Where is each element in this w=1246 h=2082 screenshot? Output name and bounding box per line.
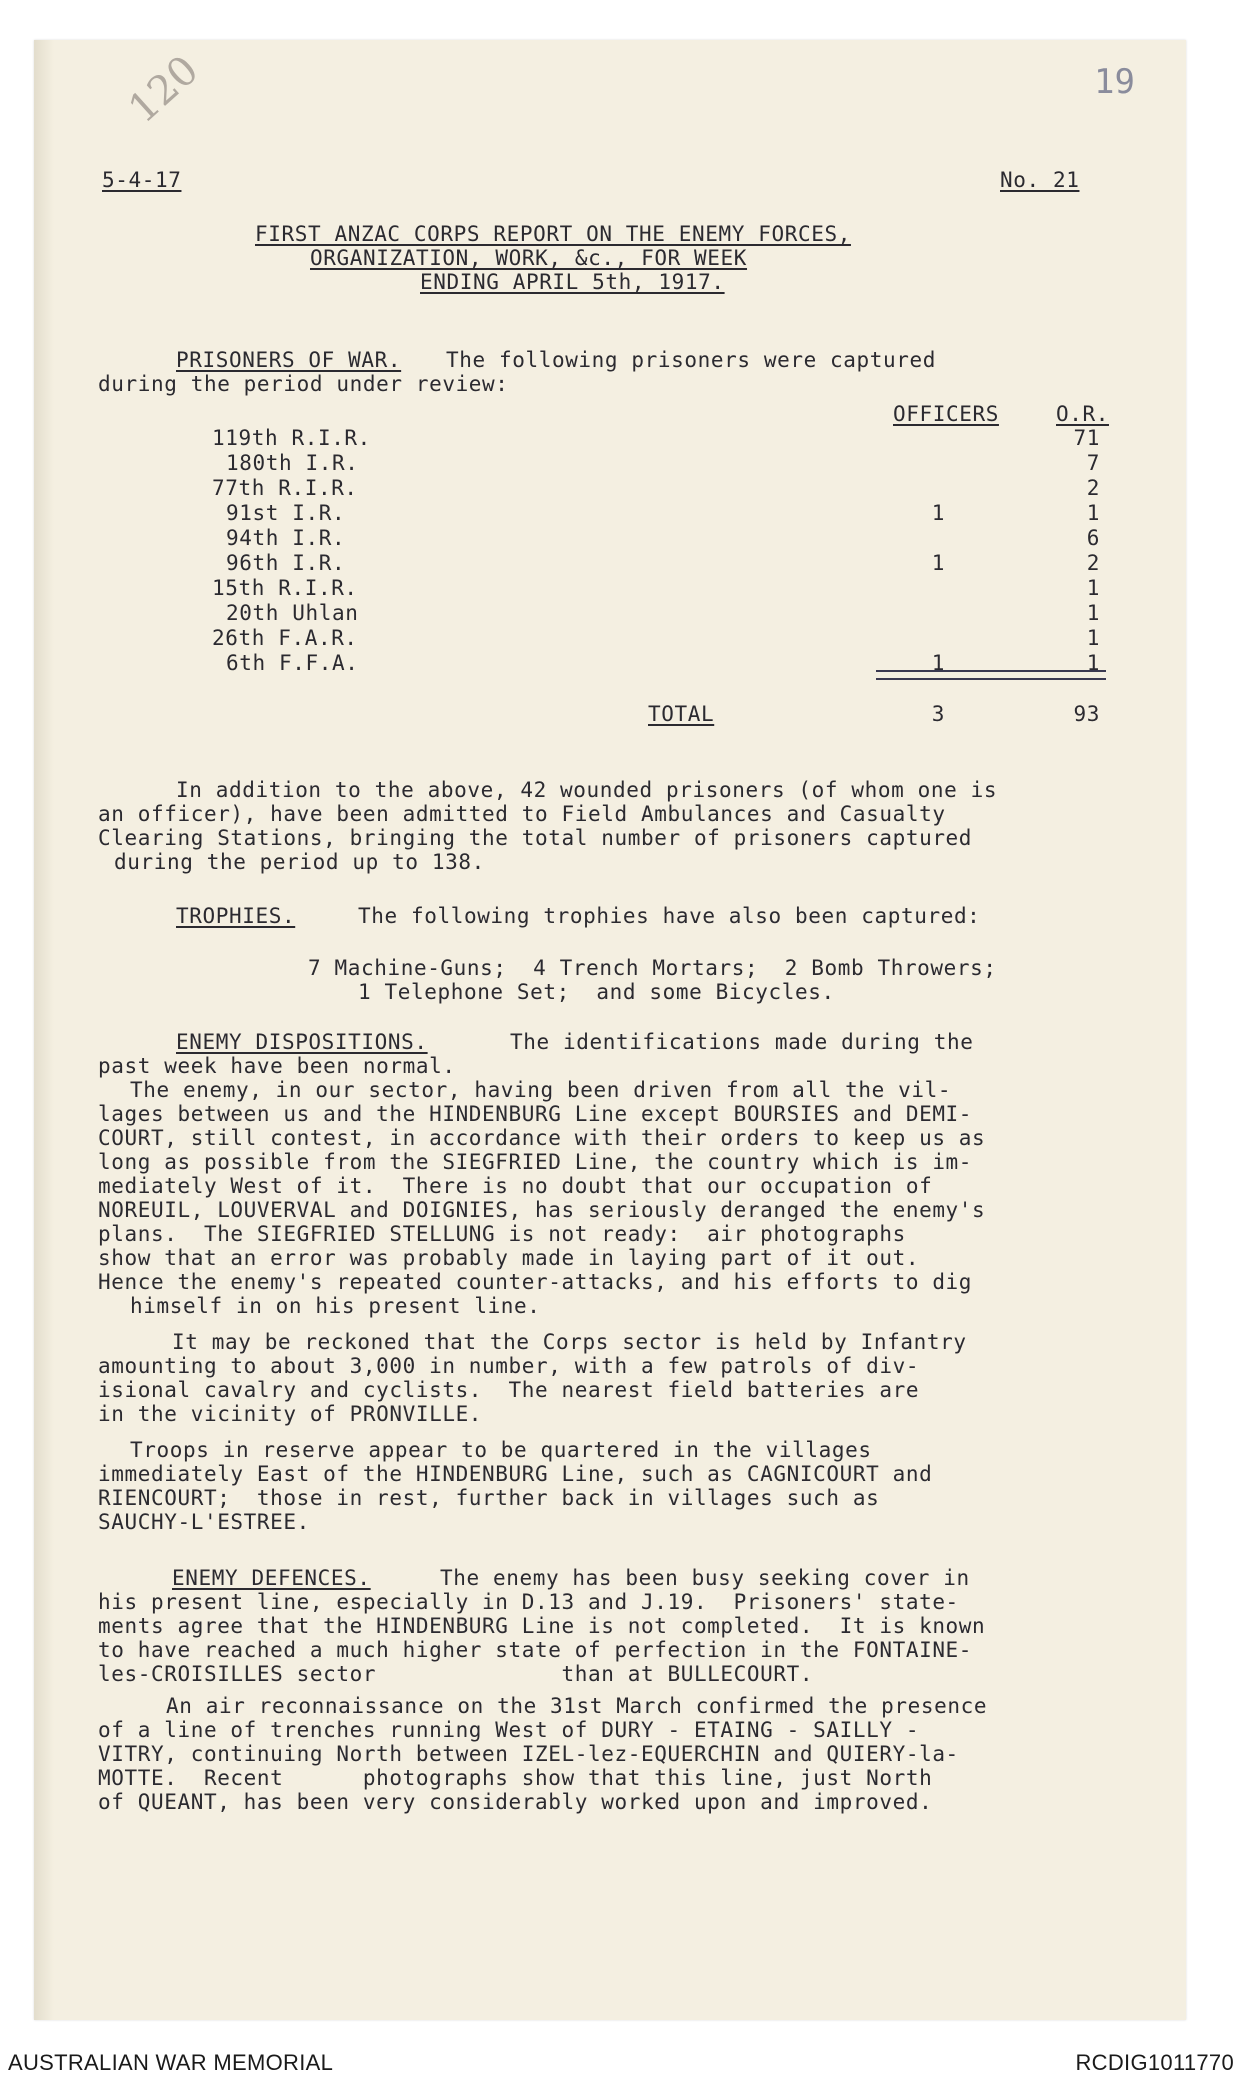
- prisoners-intro-2: during the period under review:: [98, 372, 509, 396]
- dispositions-line-13: It may be reckoned that the Corps sector is held by Infantry: [172, 1330, 967, 1354]
- prisoner-unit: 91st I.R.: [226, 501, 346, 525]
- prisoner-unit: 20th Uhlan: [226, 601, 359, 625]
- footer-archive-name: AUSTRALIAN WAR MEMORIAL: [8, 2050, 334, 2075]
- total-officers: 3: [931, 702, 945, 726]
- dispositions-line-20: SAUCHY-L'ESTREE.: [98, 1510, 310, 1534]
- report-number: No. 21: [1000, 168, 1080, 192]
- dispositions-line-2: past week have been normal.: [98, 1054, 456, 1078]
- prisoner-unit: 15th R.I.R.: [212, 576, 358, 600]
- prisoner-or-count: 1: [1086, 501, 1100, 525]
- dispositions-line-12: himself in on his present line.: [130, 1294, 541, 1318]
- dispositions-line-9: plans. The SIEGFRIED STELLUNG is not ready: air photographs: [98, 1222, 906, 1246]
- prisoner-row: [0, 501, 1246, 525]
- prisoner-row: [0, 476, 1246, 500]
- dispositions-line-6: long as possible from the SIEGFRIED Line, the country which is im-: [98, 1150, 973, 1174]
- page-edge-shadow: [34, 40, 54, 2020]
- report-date: 5-4-17: [102, 168, 182, 192]
- prisoner-officers-count: 1: [931, 501, 945, 525]
- defences-line-3: ments agree that the HINDENBURG Line is not completed. It is known: [98, 1614, 986, 1638]
- prisoner-unit: 26th F.A.R.: [212, 626, 358, 650]
- dispositions-line-5: COURT, still contest, in accordance with their orders to keep us as: [98, 1126, 986, 1150]
- title-line-2: ORGANIZATION, WORK, &c., FOR WEEK: [310, 246, 748, 270]
- dispositions-line-17: Troops in reserve appear to be quartered in the villages: [130, 1438, 872, 1462]
- defences-line-9: MOTTE. Recent photographs show that this line, just North: [98, 1766, 933, 1790]
- prisoner-officers-count: 1: [931, 551, 945, 575]
- addition-line-1: In addition to the above, 42 wounded prisoners (of whom one is: [176, 778, 998, 802]
- defences-line-5: les-CROISILLES sector than at BULLECOURT.: [98, 1662, 814, 1686]
- defences-line-8: VITRY, continuing North between IZEL-lez-EQUERCHIN and QUIERY-la-: [98, 1742, 959, 1766]
- dispositions-line-7: mediately West of it. There is no doubt that our occupation of: [98, 1174, 933, 1198]
- page-number-stamp: 19: [1094, 62, 1135, 102]
- prisoner-or-count: 1: [1086, 651, 1100, 675]
- trophies-line-2: 1 Telephone Set; and some Bicycles.: [358, 980, 835, 1004]
- defences-heading: ENEMY DEFENCES.: [172, 1566, 371, 1590]
- prisoner-or-count: 71: [1073, 426, 1100, 450]
- dispositions-line-10: show that an error was probably made in laying part of it out.: [98, 1246, 920, 1270]
- total-label: TOTAL: [648, 702, 715, 726]
- prisoner-unit: 119th R.I.R.: [212, 426, 371, 450]
- dispositions-line-15: isional cavalry and cyclists. The nearest field batteries are: [98, 1378, 920, 1402]
- dispositions-line-18: immediately East of the HINDENBURG Line, such as CAGNICOURT and: [98, 1462, 933, 1486]
- footer-record-id: RCDIG1011770: [1075, 2050, 1234, 2075]
- defences-line-6: An air reconnaissance on the 31st March confirmed the presence: [166, 1694, 988, 1718]
- dispositions-line-14: amounting to about 3,000 in number, with a few patrols of div-: [98, 1354, 920, 1378]
- defences-line-10: of QUEANT, has been very considerably worked upon and improved.: [98, 1790, 933, 1814]
- total-or: 93: [1073, 702, 1100, 726]
- defences-line-7: of a line of trenches running West of DURY - ETAING - SAILLY -: [98, 1718, 920, 1742]
- prisoner-row: [0, 426, 1246, 450]
- dispositions-heading: ENEMY DISPOSITIONS.: [176, 1030, 428, 1054]
- prisoner-row: [0, 551, 1246, 575]
- title-line-3: ENDING APRIL 5th, 1917.: [420, 270, 725, 294]
- dispositions-line-3: The enemy, in our sector, having been driven from all the vil-: [130, 1078, 952, 1102]
- trophies-intro: The following trophies have also been captured:: [358, 904, 981, 928]
- prisoner-or-count: 2: [1086, 551, 1100, 575]
- prisoner-or-count: 1: [1086, 576, 1100, 600]
- prisoner-unit: 77th R.I.R.: [212, 476, 358, 500]
- prisoner-unit: 180th I.R.: [226, 451, 359, 475]
- prisoner-or-count: 1: [1086, 626, 1100, 650]
- prisoner-or-count: 1: [1086, 601, 1100, 625]
- column-header-or: O.R.: [1056, 402, 1109, 426]
- defences-line-1: The enemy has been busy seeking cover in: [440, 1566, 970, 1590]
- prisoner-row: [0, 451, 1246, 475]
- prisoner-unit: 6th F.F.A.: [226, 651, 359, 675]
- total-rule: [876, 670, 1106, 680]
- prisoner-or-count: 2: [1086, 476, 1100, 500]
- column-header-officers: OFFICERS: [893, 402, 999, 426]
- prisoner-row: [0, 576, 1246, 600]
- dispositions-line-1: The identifications made during the: [510, 1030, 974, 1054]
- dispositions-line-16: in the vicinity of PRONVILLE.: [98, 1402, 483, 1426]
- pencil-folio-number: 120: [120, 46, 208, 133]
- title-line-1: FIRST ANZAC CORPS REPORT ON THE ENEMY FORCES,: [255, 222, 851, 246]
- dispositions-line-4: lages between us and the HINDENBURG Line except BOURSIES and DEMI-: [98, 1102, 973, 1126]
- prisoner-unit: 96th I.R.: [226, 551, 346, 575]
- prisoner-unit: 94th I.R.: [226, 526, 346, 550]
- prisoners-heading: PRISONERS OF WAR.: [176, 348, 402, 372]
- prisoner-row: [0, 526, 1246, 550]
- dispositions-line-11: Hence the enemy's repeated counter-attacks, and his efforts to dig: [98, 1270, 973, 1294]
- prisoner-row: [0, 601, 1246, 625]
- addition-line-2: an officer), have been admitted to Field Ambulances and Casualty: [98, 802, 946, 826]
- prisoner-officers-count: 1: [931, 651, 945, 675]
- dispositions-line-19: RIENCOURT; those in rest, further back in villages such as: [98, 1486, 880, 1510]
- dispositions-line-8: NOREUIL, LOUVERVAL and DOIGNIES, has seriously deranged the enemy's: [98, 1198, 986, 1222]
- defences-line-2: his present line, especially in D.13 and J.19. Prisoners' state-: [98, 1590, 959, 1614]
- trophies-line-1: 7 Machine-Guns; 4 Trench Mortars; 2 Bomb Throwers;: [308, 956, 997, 980]
- addition-line-4: during the period up to 138.: [114, 850, 485, 874]
- prisoner-or-count: 6: [1086, 526, 1100, 550]
- addition-line-3: Clearing Stations, bringing the total number of prisoners captured: [98, 826, 973, 850]
- trophies-heading: TROPHIES.: [176, 904, 296, 928]
- prisoner-or-count: 7: [1086, 451, 1100, 475]
- defences-line-4: to have reached a much higher state of perfection in the FONTAINE-: [98, 1638, 973, 1662]
- prisoners-intro-1: The following prisoners were captured: [446, 348, 936, 372]
- prisoner-row: [0, 626, 1246, 650]
